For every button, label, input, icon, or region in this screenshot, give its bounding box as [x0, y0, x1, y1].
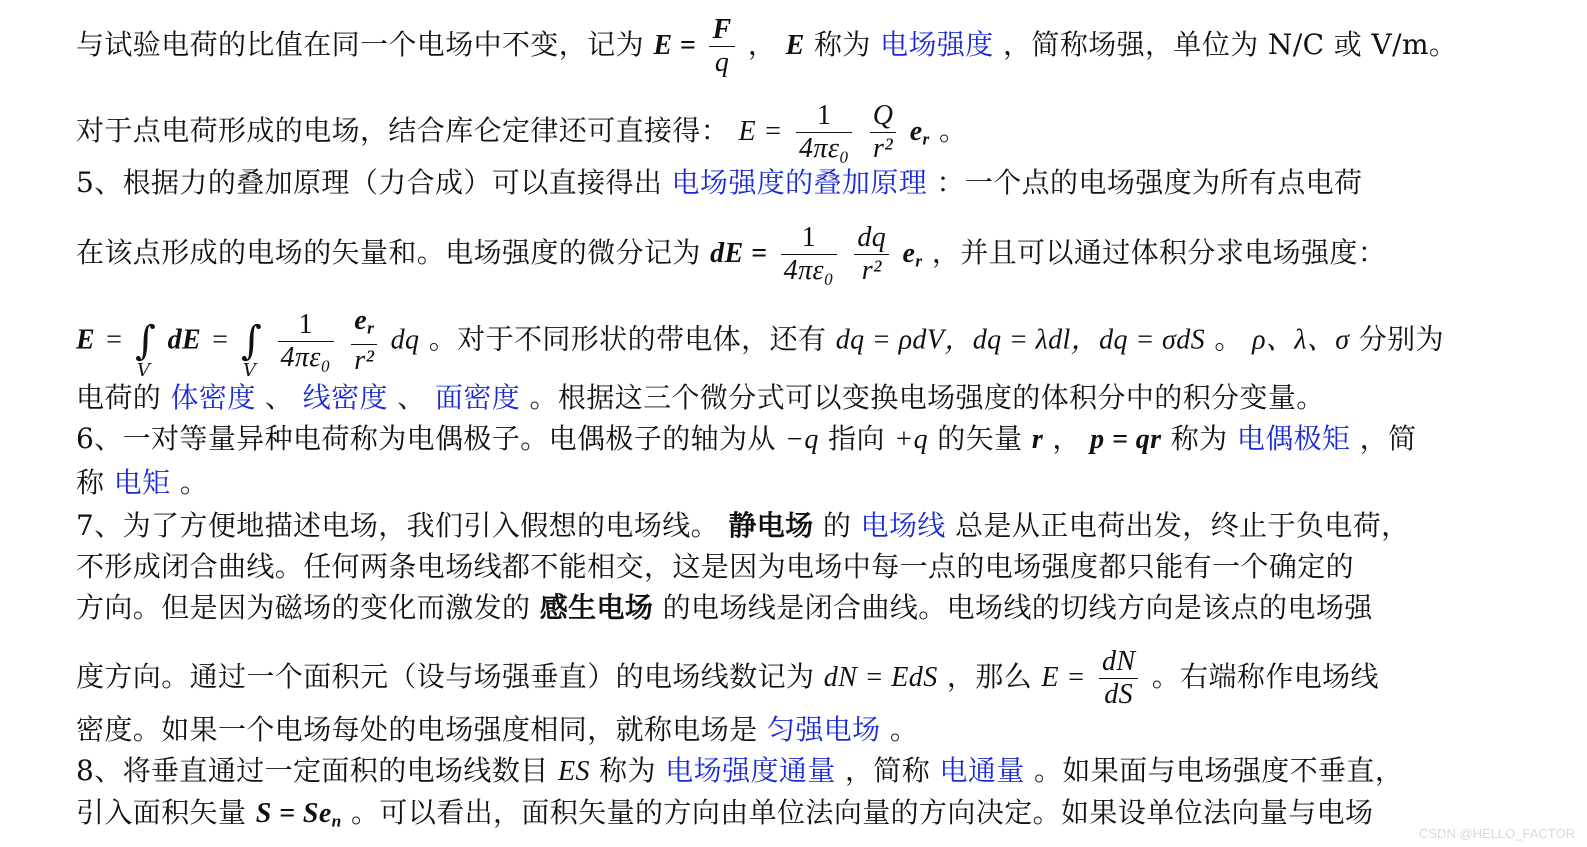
text: 不形成闭合曲线。任何两条电场线都不能相交，这是因为电场中每一点的电场强度都只能有一个确定的	[76, 550, 1355, 583]
paragraph-line-2	[76, 100, 1496, 165]
text: ，	[747, 28, 777, 61]
text: 。可以看出，面积矢量的方向由单位法向量的方向决定。如果设单位法向量与电场	[351, 796, 1374, 829]
text: 分别为	[1358, 322, 1444, 356]
formula-lhs: dE =	[710, 238, 768, 269]
paragraph-line-7	[76, 419, 1496, 460]
formula-lhs: E =	[1041, 662, 1086, 693]
formula-pos-q: +q	[894, 424, 928, 455]
formula-lhs: E =	[653, 30, 697, 61]
equals-sign: =	[210, 324, 230, 356]
text: 称为	[599, 754, 656, 787]
fraction-numerator: dq	[854, 222, 889, 255]
fraction-er-over-r2	[351, 305, 377, 377]
unit-vector-er: $e_r$	[902, 238, 923, 271]
paragraph-line-8	[76, 463, 1496, 503]
bold-term-electrostatic-field: 静电场	[728, 509, 814, 542]
fraction-1-over-4pieps0	[278, 309, 334, 374]
text: ，并且可以通过体积分求电场强度：	[931, 236, 1387, 269]
fraction-denominator: 4πε₀	[799, 133, 850, 164]
text: 5、根据力的叠加原理（力合成）可以直接得出	[76, 166, 663, 199]
paragraph-line-13	[76, 710, 1496, 750]
text: ：一个点的电场强度为所有点电荷	[936, 166, 1363, 199]
text: 。根据这三个微分式可以变换电场强度的体积分中的积分变量。	[529, 381, 1325, 414]
fraction-numerator: dN	[1099, 646, 1138, 679]
paragraph-line-3	[76, 163, 1496, 203]
text: 、	[397, 381, 426, 414]
formula-area-vector: $S = Se_n$	[255, 798, 342, 831]
fraction-numerator: F	[709, 14, 734, 47]
formula-ES: ES	[557, 756, 590, 787]
text: 方向。但是因为磁场的变化而激发的	[76, 591, 531, 624]
symbol-r: r	[1031, 424, 1044, 455]
integral-sign: ∫ V	[240, 318, 263, 382]
paragraph-line-4	[76, 222, 1496, 287]
term-volume-density[interactable]: 体密度	[170, 381, 256, 414]
paragraph-line-1	[76, 14, 1496, 79]
symbol-E: E	[76, 324, 96, 356]
fraction-denominator: 4πε₀	[280, 341, 331, 373]
text: ，那么	[946, 660, 1033, 693]
text: 。对于不同形状的带电体，还有	[428, 322, 827, 356]
formula-neg-q: −q	[785, 424, 819, 455]
text: 、	[265, 381, 294, 414]
fraction-denominator: 4πε₀	[783, 255, 835, 286]
text: 。	[179, 466, 209, 499]
text: 。如果面与电场强度不垂直，	[1034, 754, 1404, 787]
paragraph-line-6	[76, 378, 1496, 418]
fraction-denominator: r²	[873, 133, 894, 164]
fraction-denominator: q	[714, 47, 730, 78]
text: 的矢量	[937, 422, 1023, 455]
formula-dipole-moment: p = qr	[1090, 424, 1162, 455]
text: 8、将垂直通过一定面积的电场线数目	[76, 754, 549, 787]
paragraph-line-9	[76, 506, 1496, 546]
formula-lhs: E =	[738, 116, 783, 147]
fraction-numerator: Q	[870, 100, 897, 133]
fraction-denominator: r²	[354, 345, 375, 377]
symbol-E: E	[785, 30, 805, 61]
text: 。右端称作电场线	[1151, 660, 1379, 693]
text: 在该点形成的电场的矢量和。电场强度的微分记为	[76, 236, 701, 269]
text: 的电场线是闭合曲线。电场线的切线方向是该点的电场强	[662, 591, 1373, 624]
text: 引入面积矢量	[76, 796, 247, 829]
fraction-1-over-4pieps0	[781, 222, 837, 287]
text: 度方向。通过一个面积元（设与场强垂直）的电场线数记为	[76, 660, 815, 693]
term-field-flux[interactable]: 电场强度通量	[665, 754, 836, 787]
text: 。	[1214, 322, 1243, 356]
fraction-1-over-4pieps0	[796, 100, 852, 165]
unit-vector-er: $e_r$	[909, 116, 930, 149]
text: 总是从正电荷出发，终止于负电荷，	[955, 509, 1410, 542]
fraction-Q-over-r2	[870, 100, 897, 165]
text: 称为	[813, 28, 871, 61]
text: 6、一对等量异种电荷称为电偶极子。电偶极子的轴为从	[76, 422, 776, 455]
term-superposition-principle[interactable]: 电场强度的叠加原理	[671, 166, 928, 199]
equals-sign: =	[104, 324, 124, 356]
text: ，简称	[845, 754, 931, 787]
integral-sign: ∫ V	[135, 318, 157, 382]
text: 对于点电荷形成的电场，结合库仑定律还可直接得：	[76, 114, 730, 147]
term-surface-density[interactable]: 面密度	[434, 381, 521, 414]
text: 密度。如果一个电场每处的电场强度相同，就称电场是	[76, 713, 758, 746]
term-electric-flux[interactable]: 电通量	[939, 754, 1025, 787]
term-dipole-moment[interactable]: 电偶极矩	[1236, 422, 1351, 455]
text: ，	[1052, 422, 1081, 455]
paragraph-line-14	[76, 751, 1496, 792]
fraction-numerator: 1	[781, 222, 837, 255]
text: 称为	[1170, 422, 1228, 455]
text: 的	[822, 509, 852, 542]
fraction-numerator: $e_r$	[351, 305, 377, 345]
term-electric-field-strength[interactable]: 电场强度	[880, 28, 994, 61]
fraction-denominator: dS	[1104, 679, 1134, 710]
differential-dq: dq	[390, 324, 420, 356]
differential-dE: dE	[167, 324, 202, 356]
fraction-dN-over-dS	[1099, 646, 1138, 711]
term-uniform-field[interactable]: 匀强电场	[766, 713, 881, 746]
term-electric-moment[interactable]: 电矩	[113, 466, 171, 499]
formula-differentials: dq = ρdV，dq = λdl，dq = σdS	[835, 324, 1206, 356]
text: 。	[938, 114, 968, 147]
text: ，简	[1359, 422, 1417, 455]
text: 。	[889, 713, 919, 746]
paragraph-line-15	[76, 793, 1496, 841]
text: 指向	[828, 422, 885, 455]
paragraph-line-10	[76, 547, 1496, 587]
watermark: CSDN @HELLO_FACTOR	[1419, 826, 1575, 841]
text: 7、为了方便地描述电场，我们引入假想的电场线。	[76, 509, 720, 542]
text: 称	[76, 466, 105, 499]
text: 电荷的	[76, 381, 162, 414]
text: 与试验电荷的比值在同一个电场中不变，记为	[76, 28, 645, 61]
formula-dN: dN = EdS	[823, 662, 938, 693]
fraction-numerator: 1	[278, 309, 334, 342]
fraction-dq-over-r2	[854, 222, 889, 287]
paragraph-line-12	[76, 646, 1496, 711]
paragraph-line-5	[76, 305, 1496, 382]
formula-density-symbols: ρ、λ、σ	[1252, 324, 1350, 356]
text: ，简称场强，单位为 N/C 或 V/m。	[1003, 28, 1458, 61]
term-linear-density[interactable]: 线密度	[302, 381, 388, 414]
bold-term-induced-field: 感生电场	[539, 591, 654, 624]
term-field-lines[interactable]: 电场线	[860, 509, 946, 542]
fraction-numerator: 1	[796, 100, 852, 133]
paragraph-line-11	[76, 588, 1496, 628]
fraction-F-over-q	[709, 14, 734, 79]
fraction-denominator: r²	[861, 255, 882, 286]
